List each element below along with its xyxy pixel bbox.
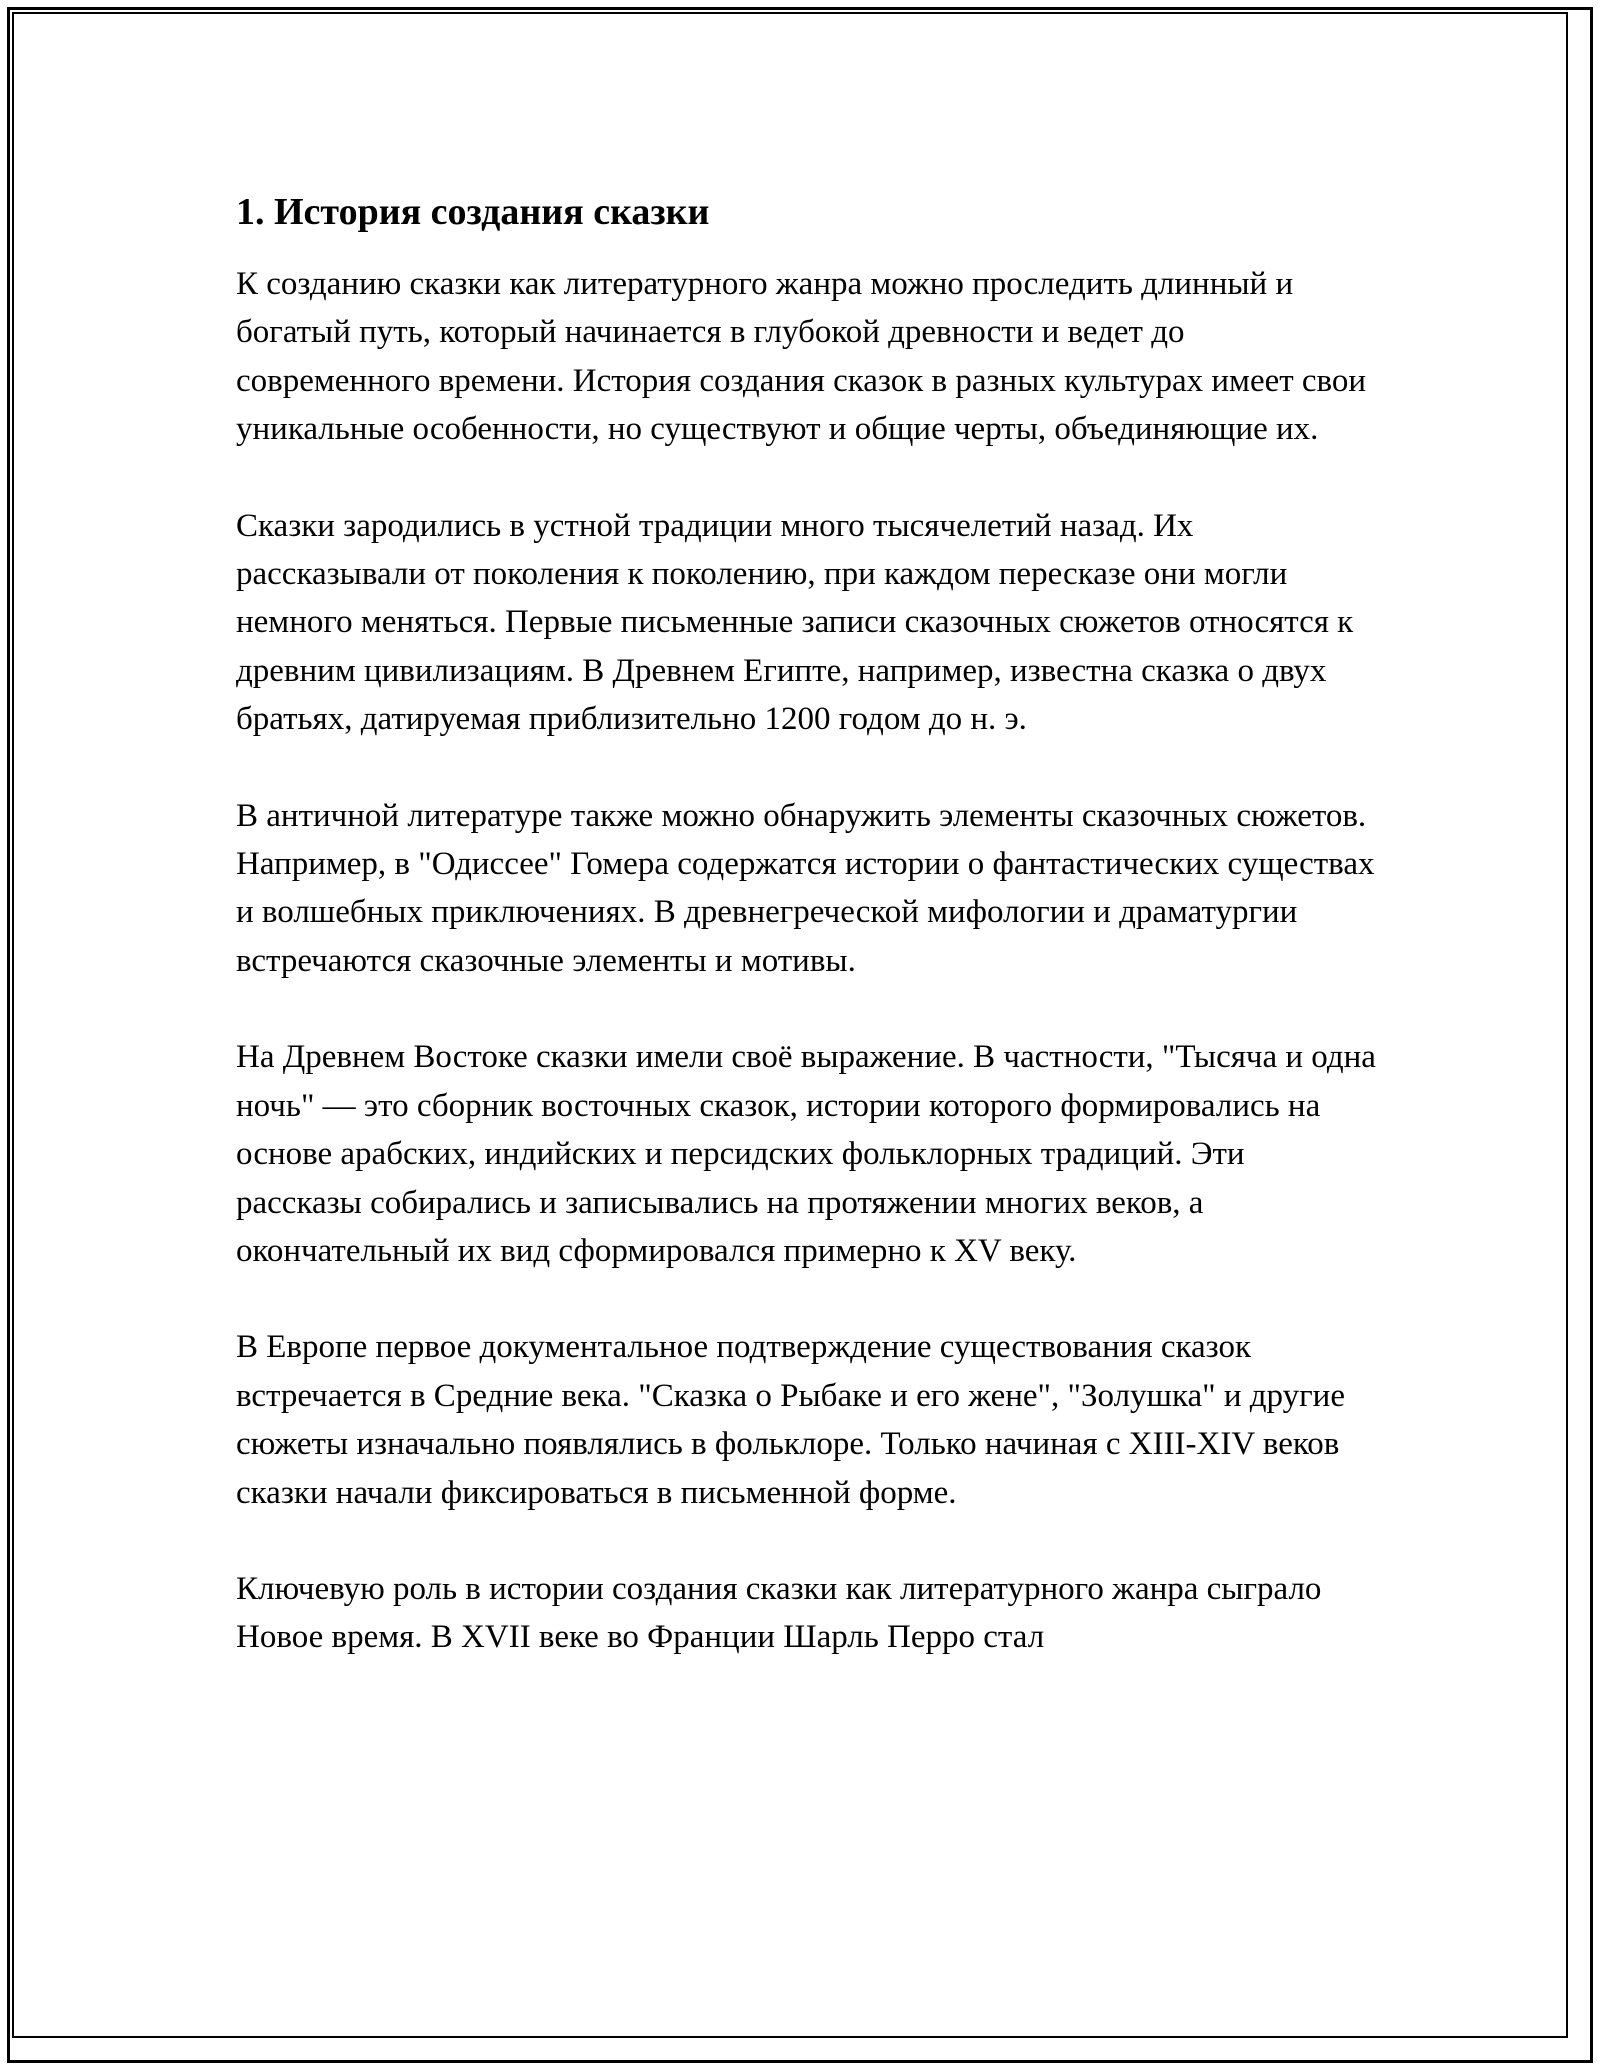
paragraph-6: Ключевую роль в истории создания сказки как литературного жанра сыграло Новое время. В XVII веке во Франции Шарль Перро стал	[236, 1570, 1322, 1656]
paragraph-3: В античной литературе также можно обнаружить элементы сказочных сюжетов. Например, в "Одиссее" Гомера содержатся истории о фантастических существах и волшебных приключениях. В древнегреческой мифологии и драматургии встречаются сказочные элементы и мотивы.	[236, 797, 1375, 979]
paragraph-2: Сказки зародились в устной традиции много тысячелетий назад. Их рассказывали от поколения к поколению, при каждом пересказе они могли немного меняться. Первые письменные записи сказочных сюжетов относятся к древним цивилизациям. В Древнем Египте, например, известна сказка о двух братьях, датируемая приблизительно 1200 годом до н. э.	[236, 507, 1354, 738]
section-heading: 1. История создания сказки	[236, 191, 710, 233]
document-body	[236, 188, 1376, 1662]
paragraph-1: К созданию сказки как литературного жанра можно проследить длинный и богатый путь, который начинается в глубокой древности и ведет до современного времени. История создания сказок в разных культурах имеет свои уникальные особенности, но существуют и общие черты, объединяющие их.	[236, 266, 1367, 448]
paragraph-5: В Европе первое документальное подтверждение существования сказок встречается в Средние века. "Сказка о Рыбаке и его жене", "Золушка" и другие сюжеты изначально появлялись в фольклоре. Только начиная с XIII-XIV веков сказки начали фиксироваться в письменной форме.	[236, 1329, 1345, 1511]
paragraph-4: На Древнем Востоке сказки имели своё выражение. В частности, "Тысяча и одна ночь" — это сборник восточных сказок, истории которого формировались на основе арабских, индийских и персидских фольклорных традиций. Эти рассказы собирались и записывались на протяжении многих веков, а окончательный их вид сформировался примерно к XV веку.	[236, 1039, 1376, 1269]
